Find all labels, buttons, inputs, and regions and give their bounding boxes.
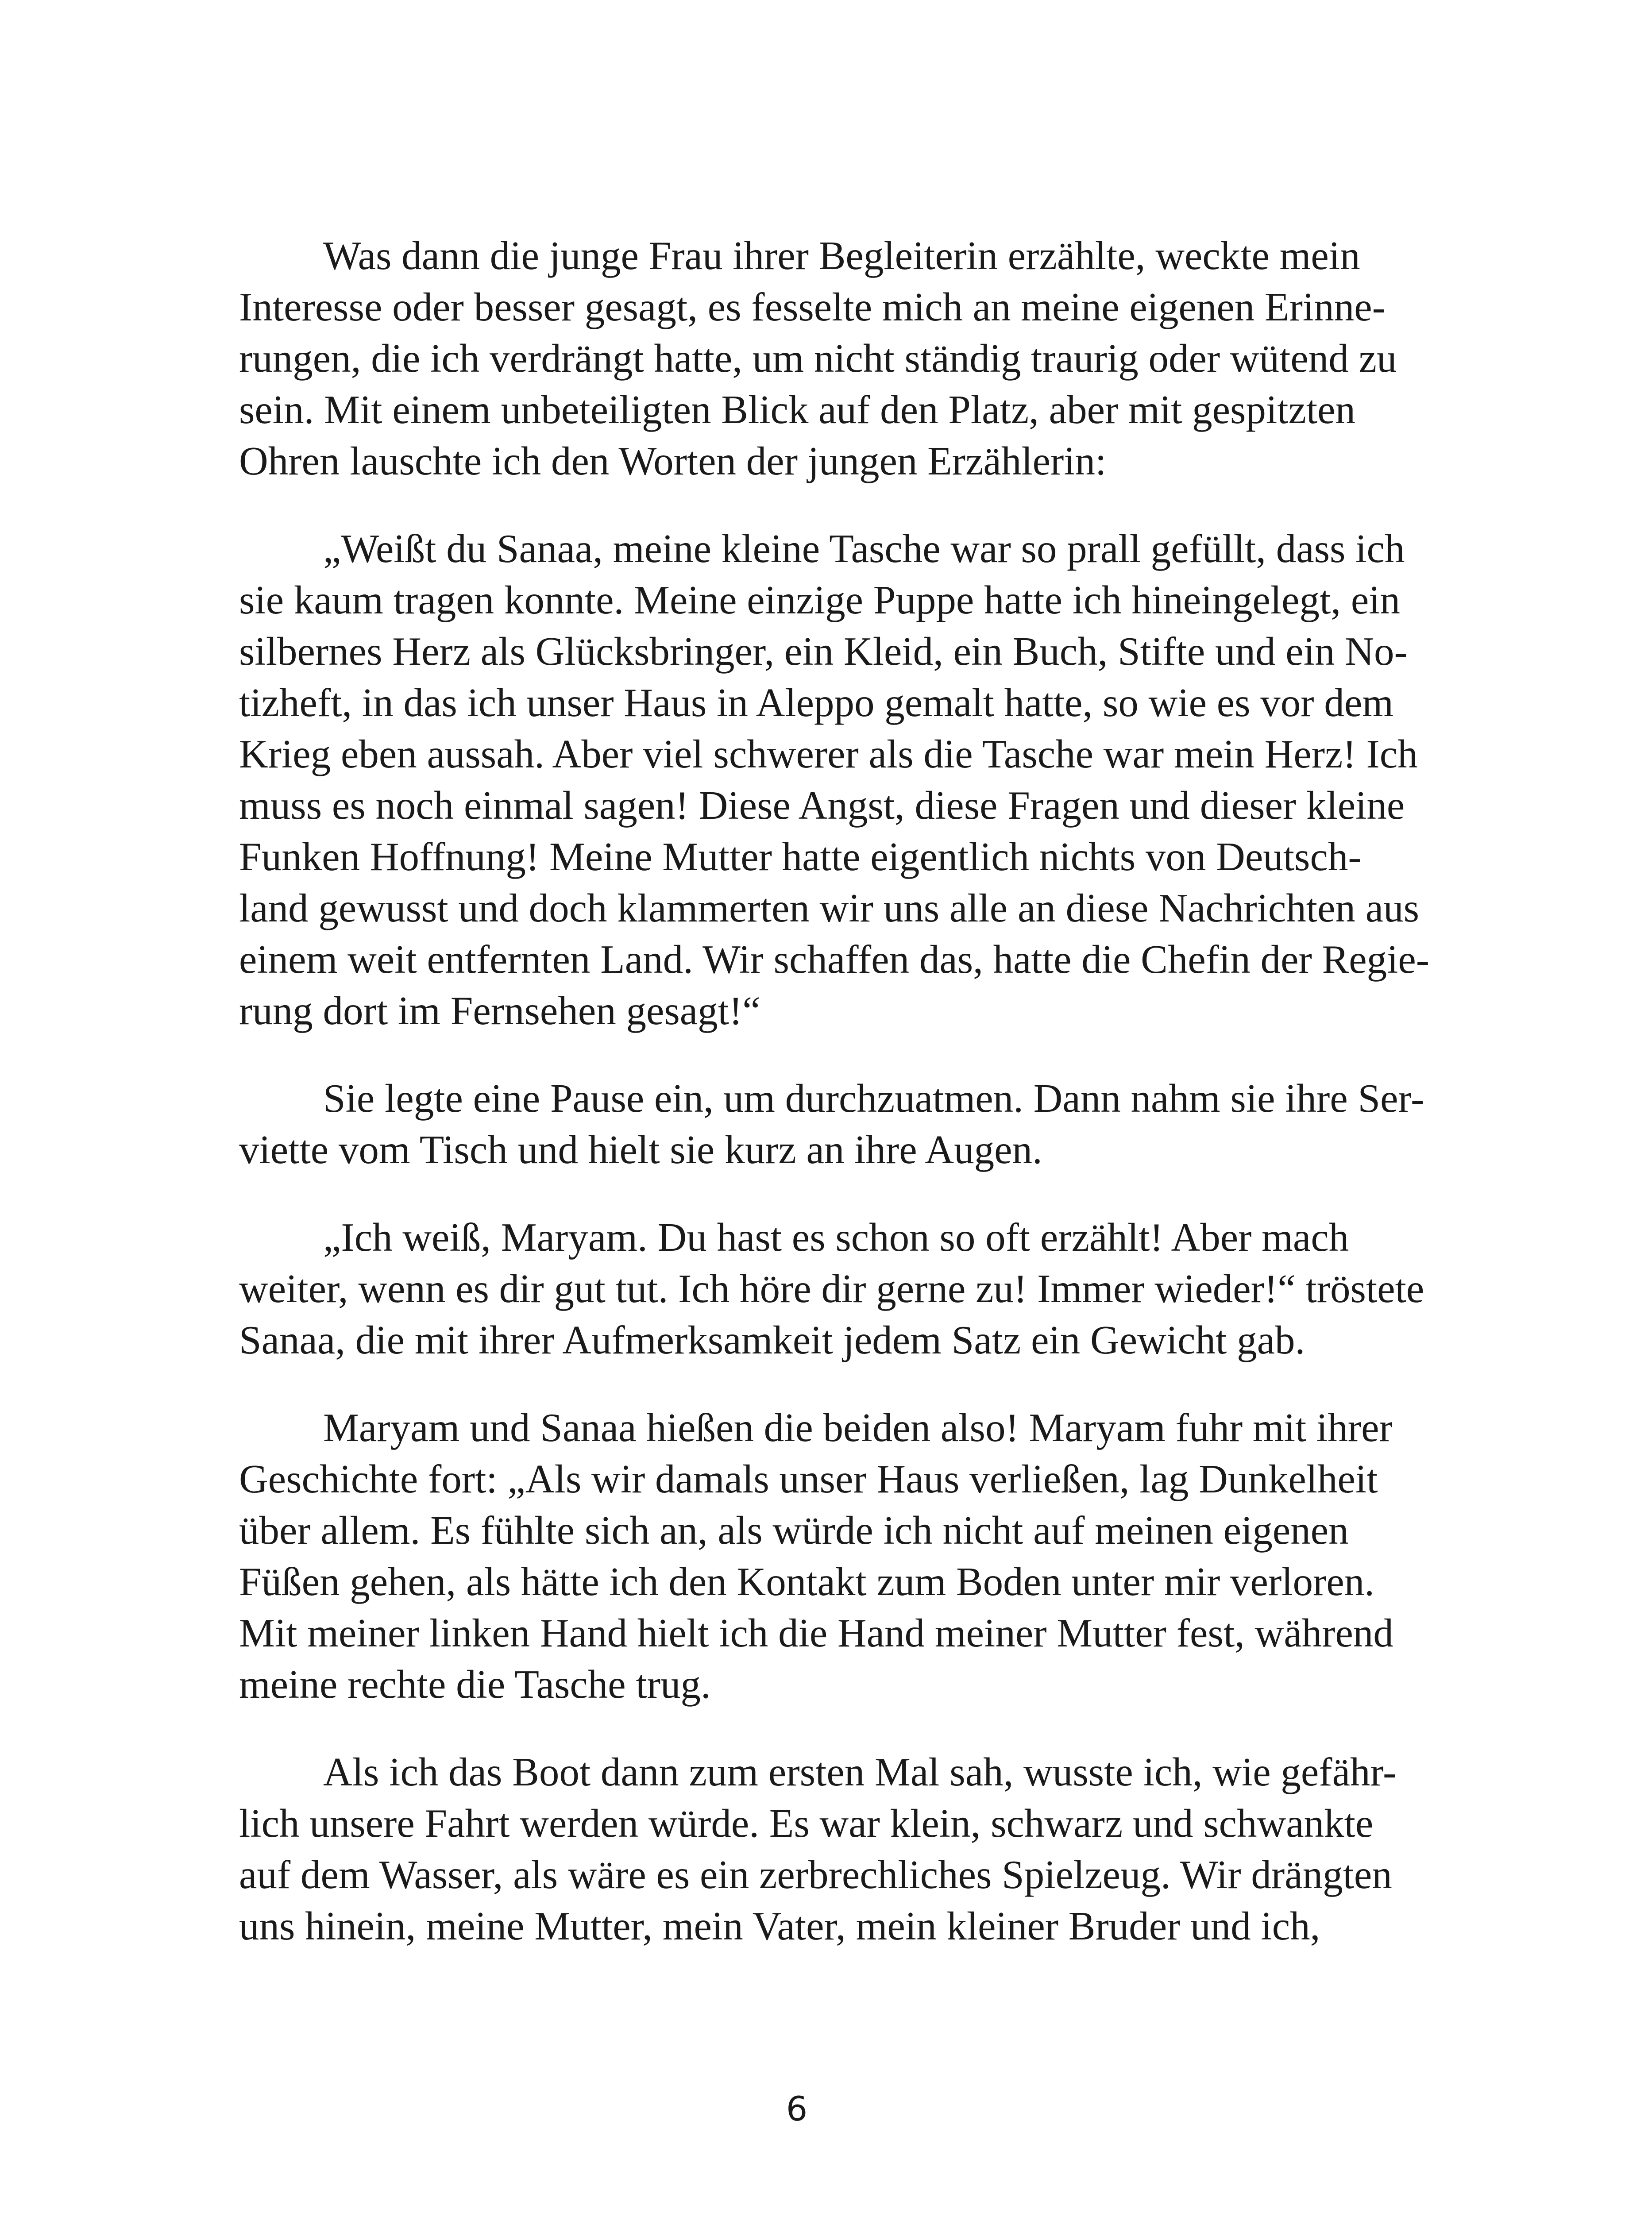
text-line: Funken Hoffnung! Meine Mutter hatte eigentlich nichts von Deutsch- [239, 834, 1362, 879]
text-line: Sanaa, die mit ihrer Aufmerksamkeit jedem Satz ein Gewicht gab. [239, 1318, 1305, 1362]
paragraph-gap [239, 1366, 1434, 1402]
text-line: Sie legte eine Pause ein, um durchzuatmen. Dann nahm sie ihre Ser- [323, 1076, 1424, 1121]
text-line: tizheft, in das ich unser Haus in Aleppo gemalt hatte, so wie es vor dem [239, 680, 1394, 725]
text-line: Füßen gehen, als hätte ich den Kontakt zum Boden unter mir verloren. [239, 1559, 1374, 1604]
paragraph [239, 1073, 1434, 1176]
paragraph-gap [239, 1710, 1434, 1746]
text-line: rungen, die ich verdrängt hatte, um nicht ständig traurig oder wütend zu [239, 336, 1397, 381]
body-text [239, 230, 1434, 1952]
text-line: über allem. Es fühlte sich an, als würde ich nicht auf meinen eigenen [239, 1508, 1349, 1553]
paragraph [239, 1746, 1434, 1952]
text-line: Interesse oder besser gesagt, es fesselte mich an meine eigenen Erinne- [239, 285, 1386, 329]
text-line: Maryam und Sanaa hießen die beiden also! Maryam fuhr mit ihrer [323, 1405, 1393, 1450]
page-number: 6 [786, 2089, 808, 2128]
text-line: sie kaum tragen konnte. Meine einzige Puppe hatte ich hineingelegt, ein [239, 578, 1401, 622]
paragraph-gap [239, 1037, 1434, 1073]
text-line: weiter, wenn es dir gut tut. Ich höre dir gerne zu! Immer wieder!“ tröstete [239, 1266, 1424, 1311]
text-line: Ohren lauschte ich den Worten der jungen Erzählerin: [239, 439, 1107, 483]
paragraph [239, 523, 1434, 1037]
text-line: Mit meiner linken Hand hielt ich die Hand meiner Mutter fest, während [239, 1611, 1393, 1655]
paragraph [239, 230, 1434, 487]
text-line: Als ich das Boot dann zum ersten Mal sah, wusste ich, wie gefähr- [323, 1750, 1397, 1794]
text-line: Krieg eben aussah. Aber viel schwerer als die Tasche war mein Herz! Ich [239, 732, 1418, 776]
text-line: Geschichte fort: „Als wir damals unser Haus verließen, lag Dunkelheit [239, 1457, 1378, 1501]
text-line: lich unsere Fahrt werden würde. Es war klein, schwarz und schwankte [239, 1801, 1374, 1846]
text-line: silbernes Herz als Glücksbringer, ein Kleid, ein Buch, Stifte und ein No- [239, 629, 1408, 674]
paragraph-gap [239, 487, 1434, 523]
text-line: Was dann die junge Frau ihrer Begleiterin erzählte, weckte mein [323, 233, 1360, 278]
paragraph-gap [239, 1176, 1434, 1212]
text-line: rung dort im Fernsehen gesagt!“ [239, 988, 760, 1033]
text-line: „Weißt du Sanaa, meine kleine Tasche war so prall gefüllt, dass ich [323, 526, 1405, 571]
text-line: muss es noch einmal sagen! Diese Angst, diese Fragen und dieser kleine [239, 783, 1405, 828]
text-line: meine rechte die Tasche trug. [239, 1662, 711, 1707]
paragraph [239, 1212, 1434, 1366]
text-line: auf dem Wasser, als wäre es ein zerbrechliches Spielzeug. Wir drängten [239, 1852, 1392, 1897]
text-line: einem weit entfernten Land. Wir schaffen das, hatte die Chefin der Regie- [239, 937, 1430, 982]
paragraph [239, 1402, 1434, 1710]
text-line: land gewusst und doch klammerten wir uns alle an diese Nachrichten aus [239, 886, 1420, 930]
text-line: sein. Mit einem unbeteiligten Blick auf den Platz, aber mit gespitzten [239, 387, 1356, 432]
text-line: uns hinein, meine Mutter, mein Vater, mein kleiner Bruder und ich, [239, 1904, 1320, 1948]
text-line: viette vom Tisch und hielt sie kurz an ihre Augen. [239, 1127, 1042, 1172]
text-line: „Ich weiß, Maryam. Du hast es schon so oft erzählt! Aber mach [323, 1215, 1349, 1260]
